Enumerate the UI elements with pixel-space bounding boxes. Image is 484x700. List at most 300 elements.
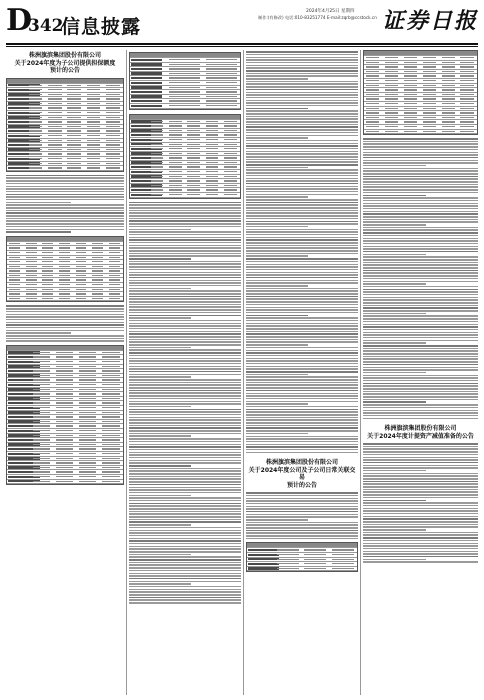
table-cell xyxy=(106,103,120,104)
table-cell xyxy=(442,66,455,67)
table-cell xyxy=(404,85,417,86)
table-cell xyxy=(187,130,200,131)
table-cell xyxy=(385,103,398,104)
text-line xyxy=(129,554,191,556)
table-cell xyxy=(224,171,237,172)
text-line xyxy=(246,210,358,212)
table-cell xyxy=(29,107,43,108)
text-line xyxy=(363,561,478,563)
table-cell xyxy=(26,284,37,285)
table-cell xyxy=(79,361,96,362)
text-line xyxy=(129,446,241,448)
text-line xyxy=(363,281,478,283)
text-line xyxy=(363,326,478,328)
text-line xyxy=(363,401,426,403)
text-line xyxy=(246,148,358,150)
text-line xyxy=(246,266,358,268)
text-line xyxy=(246,118,358,120)
text-line xyxy=(363,551,478,553)
text-line xyxy=(6,202,71,204)
text-line xyxy=(246,312,358,314)
table-cell xyxy=(224,153,237,154)
text-line xyxy=(246,508,358,510)
text-line xyxy=(246,379,358,381)
text-line xyxy=(129,538,241,540)
table-cell xyxy=(423,103,436,104)
table-cell xyxy=(169,144,182,145)
text-line xyxy=(246,186,358,188)
table-cell xyxy=(79,448,96,449)
text-line xyxy=(6,324,124,326)
table-cell xyxy=(423,108,436,109)
table-cell xyxy=(87,130,101,131)
table-cell xyxy=(423,75,436,76)
table-cell xyxy=(187,189,200,190)
text-line xyxy=(129,516,241,518)
table-cell xyxy=(442,103,455,104)
text-line xyxy=(363,494,478,496)
text-line xyxy=(129,379,241,381)
table-cell xyxy=(56,356,73,357)
table-cell xyxy=(187,121,200,122)
table-cell xyxy=(79,458,96,459)
text-line xyxy=(363,321,478,323)
table-cell xyxy=(442,108,455,109)
article-company: 株洲旗滨集团股份有限公司 xyxy=(384,425,457,433)
table-cell xyxy=(48,89,62,90)
table-cell xyxy=(169,166,182,167)
table-cell xyxy=(460,80,473,81)
text-line xyxy=(246,97,358,99)
article-body-text xyxy=(363,443,478,563)
text-line xyxy=(246,500,358,502)
table-cell xyxy=(131,100,162,102)
text-line xyxy=(246,298,358,300)
table-cell xyxy=(106,140,120,141)
text-line xyxy=(246,387,358,389)
text-line xyxy=(129,387,241,389)
table-cell xyxy=(59,289,70,290)
text-line xyxy=(363,491,478,493)
table-cell xyxy=(385,126,398,127)
text-line xyxy=(246,151,358,153)
text-line xyxy=(129,460,241,462)
table-cell xyxy=(102,435,119,436)
text-line xyxy=(363,176,478,178)
table-cell xyxy=(460,85,473,86)
table-cell xyxy=(67,144,81,145)
table-row xyxy=(7,297,123,302)
text-line xyxy=(363,391,478,393)
table-cell xyxy=(304,549,326,550)
text-line xyxy=(129,298,241,300)
text-line xyxy=(246,395,358,397)
table-cell xyxy=(26,275,37,276)
text-line xyxy=(6,194,124,196)
table-cell xyxy=(102,462,119,463)
guarantee-table xyxy=(6,78,124,172)
text-line xyxy=(246,196,308,198)
table-cell xyxy=(131,68,162,70)
table-cell xyxy=(59,275,70,276)
table-cell xyxy=(67,85,81,86)
table-cell xyxy=(151,153,164,154)
text-line xyxy=(129,358,241,360)
text-line xyxy=(363,553,478,555)
table-cell xyxy=(151,176,164,177)
text-line xyxy=(363,254,426,256)
table-cell xyxy=(56,375,73,376)
table-cell xyxy=(106,94,120,95)
table-cell xyxy=(76,293,87,294)
table-cell xyxy=(79,398,96,399)
text-line xyxy=(246,245,358,247)
table-cell xyxy=(248,549,279,551)
table-cell xyxy=(404,112,417,113)
table-cell xyxy=(151,148,164,149)
text-line xyxy=(363,246,478,248)
text-line xyxy=(246,108,308,110)
table-cell xyxy=(366,121,379,122)
table-cell xyxy=(29,144,43,145)
table-cell xyxy=(79,471,96,472)
text-line xyxy=(246,514,358,516)
text-line xyxy=(363,305,478,307)
table-cell xyxy=(26,279,37,280)
text-line xyxy=(246,492,358,494)
table-cell xyxy=(304,563,326,564)
table-cell xyxy=(248,563,279,565)
table-cell xyxy=(79,352,96,353)
table-cell xyxy=(56,416,73,417)
text-line xyxy=(129,323,241,325)
table-cell xyxy=(56,425,73,426)
text-line xyxy=(129,242,241,244)
text-line xyxy=(246,401,358,403)
text-line xyxy=(6,220,124,222)
table-cell xyxy=(206,91,237,92)
table-cell xyxy=(102,430,119,431)
table-cell xyxy=(79,375,96,376)
text-line xyxy=(129,519,241,521)
text-line xyxy=(129,288,191,290)
table-cell xyxy=(102,481,119,482)
text-line xyxy=(363,470,426,472)
text-line xyxy=(363,291,478,293)
financial-table xyxy=(6,236,124,303)
text-line xyxy=(363,367,478,369)
table-cell xyxy=(224,185,237,186)
table-cell xyxy=(169,180,182,181)
table-cell xyxy=(29,103,43,104)
text-line xyxy=(363,513,478,515)
text-line xyxy=(246,347,358,349)
text-line xyxy=(246,419,358,421)
article-title-line: 预计的公告 xyxy=(49,67,80,74)
table-cell xyxy=(206,157,219,158)
table-cell xyxy=(385,89,398,90)
text-line xyxy=(246,100,358,102)
table-cell xyxy=(76,298,87,299)
text-line xyxy=(129,231,241,233)
text-line xyxy=(363,248,478,250)
table-cell xyxy=(385,57,398,58)
text-line xyxy=(129,473,241,475)
text-line xyxy=(246,167,308,169)
text-line xyxy=(246,105,358,107)
table-cell xyxy=(87,85,101,86)
text-line xyxy=(246,403,308,405)
text-line xyxy=(246,519,308,521)
text-line xyxy=(363,162,478,164)
table-cell xyxy=(87,135,101,136)
text-line xyxy=(6,204,124,206)
table-cell xyxy=(106,98,120,99)
table-cell xyxy=(169,91,200,92)
table-cell xyxy=(304,554,326,555)
article-body-text xyxy=(129,202,241,604)
table-cell xyxy=(33,467,50,468)
text-line xyxy=(129,347,191,349)
text-line xyxy=(246,336,358,338)
table-cell xyxy=(106,89,120,90)
table-cell xyxy=(79,439,96,440)
table-cell xyxy=(87,126,101,127)
table-cell xyxy=(56,462,73,463)
table-cell xyxy=(206,176,219,177)
text-line xyxy=(363,510,478,512)
table-cell xyxy=(224,176,237,177)
table-cell xyxy=(33,356,50,357)
table-cell xyxy=(76,289,87,290)
table-cell xyxy=(404,75,417,76)
table-cell xyxy=(106,117,120,118)
table-cell xyxy=(109,270,120,271)
table-cell xyxy=(33,421,50,422)
text-line xyxy=(363,412,478,414)
table-cell xyxy=(79,453,96,454)
text-line xyxy=(129,564,241,566)
text-line xyxy=(246,280,358,282)
text-line xyxy=(363,272,478,274)
text-line xyxy=(129,438,241,440)
text-line xyxy=(363,310,478,312)
table-cell xyxy=(102,389,119,390)
table-cell xyxy=(56,476,73,477)
table-cell xyxy=(79,370,96,371)
column-2 xyxy=(129,50,241,605)
text-line xyxy=(363,377,478,379)
text-line xyxy=(129,414,241,416)
table-cell xyxy=(106,167,120,168)
text-line xyxy=(363,289,478,291)
table-cell xyxy=(460,62,473,63)
table-cell xyxy=(109,257,120,258)
table-cell xyxy=(423,89,436,90)
subsidiary-table xyxy=(6,345,124,485)
table-cell xyxy=(48,149,62,150)
table-cell xyxy=(332,554,354,555)
table-cell xyxy=(385,112,398,113)
table-cell xyxy=(92,279,103,280)
table-cell xyxy=(87,167,101,168)
table-cell xyxy=(169,130,182,131)
text-line xyxy=(363,446,478,448)
article-title-line: 关于2024年度计提资产减值准备的公告 xyxy=(367,432,474,440)
text-line xyxy=(129,435,191,437)
text-line xyxy=(363,219,478,221)
section-number: 342 xyxy=(28,16,64,36)
text-line xyxy=(129,535,241,537)
text-line xyxy=(246,495,358,497)
table-cell xyxy=(366,117,379,118)
text-line xyxy=(246,250,358,252)
text-line xyxy=(129,253,241,255)
table-cell xyxy=(106,126,120,127)
text-line xyxy=(363,454,478,456)
table-cell xyxy=(26,243,37,244)
text-line xyxy=(6,316,124,318)
text-line xyxy=(129,511,241,513)
table-cell xyxy=(332,563,354,564)
table-cell xyxy=(224,121,237,122)
text-line xyxy=(363,361,478,363)
table-cell xyxy=(48,167,62,168)
text-line xyxy=(129,417,241,419)
table-cell xyxy=(33,379,50,380)
text-line xyxy=(363,184,478,186)
text-line xyxy=(246,296,358,298)
text-line xyxy=(6,218,124,220)
table-cell xyxy=(206,194,219,195)
text-line xyxy=(246,242,358,244)
column-4 xyxy=(363,50,478,564)
text-line xyxy=(129,452,241,454)
table-cell xyxy=(404,117,417,118)
table-cell xyxy=(366,126,379,127)
table-cell xyxy=(460,57,473,58)
text-line xyxy=(363,138,478,140)
text-line xyxy=(129,478,241,480)
text-line xyxy=(129,427,241,429)
table-cell xyxy=(59,261,70,262)
text-line xyxy=(246,503,358,505)
table-cell xyxy=(366,108,379,109)
text-line xyxy=(363,165,426,167)
text-line xyxy=(363,205,478,207)
text-line xyxy=(363,393,478,395)
table-cell xyxy=(304,559,326,560)
article-body-text xyxy=(6,175,124,233)
text-line xyxy=(129,409,241,411)
table-cell xyxy=(404,98,417,99)
table-cell xyxy=(366,66,379,67)
table-cell xyxy=(442,126,455,127)
table-cell xyxy=(102,393,119,394)
text-line xyxy=(363,481,478,483)
table-cell xyxy=(206,148,219,149)
table-cell xyxy=(187,139,200,140)
text-line xyxy=(246,309,358,311)
table-cell xyxy=(423,121,436,122)
table-cell xyxy=(29,158,43,159)
table-cell xyxy=(59,279,70,280)
text-line xyxy=(363,385,478,387)
table-cell xyxy=(187,162,200,163)
table-cell xyxy=(56,366,73,367)
table-cell xyxy=(33,407,50,408)
table-cell xyxy=(33,476,50,477)
table-cell xyxy=(92,289,103,290)
table-cell xyxy=(9,298,20,299)
text-line xyxy=(129,336,241,338)
text-line xyxy=(246,325,358,327)
text-line xyxy=(129,602,241,604)
table-cell xyxy=(56,384,73,385)
related-party-table-2 xyxy=(129,114,241,199)
text-line xyxy=(129,371,241,373)
column-1 xyxy=(6,50,124,485)
table-cell xyxy=(9,284,20,285)
table-cell xyxy=(169,157,182,158)
table-cell xyxy=(442,80,455,81)
table-cell xyxy=(224,162,237,163)
table-cell xyxy=(109,243,120,244)
table-cell xyxy=(187,148,200,149)
text-line xyxy=(129,495,191,497)
text-line xyxy=(6,319,124,321)
text-line xyxy=(129,274,241,276)
table-cell xyxy=(442,117,455,118)
table-cell xyxy=(151,121,164,122)
table-cell xyxy=(169,100,200,101)
table-cell xyxy=(206,134,219,135)
table-cell xyxy=(169,82,200,83)
text-line xyxy=(6,340,124,342)
table-cell xyxy=(187,171,200,172)
table-cell xyxy=(92,275,103,276)
text-line xyxy=(129,508,241,510)
text-line xyxy=(129,360,241,362)
text-line xyxy=(246,524,358,526)
text-line xyxy=(246,323,358,325)
table-cell xyxy=(33,471,50,472)
text-line xyxy=(246,62,358,64)
text-line xyxy=(246,137,308,139)
text-line xyxy=(363,329,478,331)
text-line xyxy=(129,352,241,354)
table-cell xyxy=(42,270,53,271)
paper-logo: 证券日报 xyxy=(381,8,478,34)
text-line xyxy=(246,159,358,161)
table-cell xyxy=(460,126,473,127)
text-line xyxy=(246,255,308,257)
table-cell xyxy=(29,126,43,127)
text-line xyxy=(246,156,358,158)
text-line xyxy=(363,229,478,231)
table-cell xyxy=(33,435,50,436)
text-line xyxy=(129,395,241,397)
text-line xyxy=(246,446,358,448)
table-cell xyxy=(33,402,50,403)
text-line xyxy=(6,314,124,316)
text-line xyxy=(246,333,358,335)
text-line xyxy=(129,374,241,376)
text-line xyxy=(246,444,358,446)
text-line xyxy=(363,556,478,558)
text-line xyxy=(363,451,478,453)
table-cell xyxy=(29,121,43,122)
